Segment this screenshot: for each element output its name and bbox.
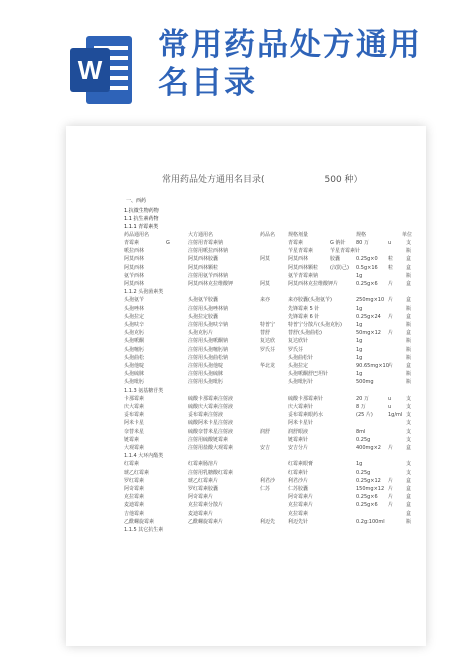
drug-unit: 瓶	[406, 322, 412, 328]
drug-unit: 盒	[406, 330, 412, 337]
drug-spec-note: 胶囊	[330, 256, 341, 263]
drug-spec: 0.25g×6	[356, 494, 378, 501]
drug-generic-name: 妥布霉素	[124, 412, 145, 419]
drug-product-name: 注射用氨苄西林钠	[188, 272, 229, 279]
drug-spec-name: 先锋霉素 5 针	[288, 305, 320, 312]
drug-generic-name: 克拉霉素	[124, 494, 145, 501]
drug-product-name: 注射用头孢硫脒	[188, 371, 224, 378]
drug-generic-name: 卡那霉素	[124, 395, 145, 402]
section-heading: 1.1.3 氨基糖苷类	[124, 387, 164, 394]
drug-spec: 0.25g×6	[356, 502, 378, 509]
column-header: 药品通用名	[124, 232, 150, 238]
drug-spec: 8ml	[356, 428, 366, 435]
drug-spec-unit: 片	[388, 297, 394, 304]
drug-generic-name: 阿奇霉素	[124, 486, 145, 492]
drug-brand: 阿莫	[260, 256, 271, 263]
drug-spec-name: 先锋霉素 6 针	[288, 313, 320, 320]
banner-title-line1: 常用药品处方通用	[158, 27, 422, 63]
drug-spec-name: 润舒眼液	[288, 428, 309, 435]
word-document-icon	[68, 32, 136, 108]
drug-product-name: 琥乙红霉素片	[188, 477, 219, 484]
drug-spec-unit: 片	[388, 281, 394, 287]
drug-spec-name: 氨苄青霉素钠	[288, 272, 319, 279]
svg-text:W: W	[77, 55, 103, 85]
drug-spec: 1g	[356, 354, 363, 361]
drug-product-name: 红霉素肠溶片	[188, 461, 219, 468]
drug-generic-name: 阿莫西林	[124, 264, 145, 271]
drug-unit: 盒	[406, 494, 412, 501]
drug-generic-name: 红霉素	[124, 461, 140, 468]
drug-unit: 盒	[406, 313, 412, 320]
drug-spec-unit: 片	[388, 445, 394, 451]
drug-spec-name: 硫酸卡那霉素针	[288, 395, 324, 402]
drug-product-name: 妥布霉素注射液	[188, 412, 224, 419]
drug-product-name: 注射用盐酸大观霉素	[188, 445, 234, 451]
drug-brand: 替舒	[260, 330, 271, 337]
drug-unit: 支	[406, 404, 412, 410]
document-title-count: 500 种）	[324, 175, 363, 185]
drug-spec-name: 红霉素针	[288, 469, 309, 476]
drug-product-name: 注射用头孢呋辛钠	[188, 322, 229, 328]
section-heading: 一、西药	[126, 198, 147, 204]
drug-spec: 1g	[356, 322, 363, 328]
drug-generic-name: 头孢哌酮	[124, 338, 145, 345]
drug-unit: 盒	[406, 256, 412, 263]
drug-product-name: 麦迪霉素片	[188, 510, 214, 517]
section-heading: 1.1.4 大环内酯类	[124, 453, 164, 460]
drug-product-name: 注射用头孢唑林钠	[188, 305, 229, 312]
drug-spec: (25 片)	[356, 412, 373, 419]
drug-spec: 1g	[356, 461, 363, 468]
drug-product-name: 注射用头孢曲松钠	[188, 354, 229, 361]
drug-spec: 0.25g×0	[356, 256, 378, 263]
drug-unit: 盒	[406, 477, 412, 484]
drug-unit: 盒	[406, 510, 412, 517]
drug-unit: 瓶	[406, 272, 412, 279]
drug-spec: 400mg×2	[356, 445, 381, 451]
drug-generic-name: 头孢曲松	[124, 354, 145, 361]
drug-spec: 250mg×10	[356, 297, 385, 304]
drug-spec: 1g	[356, 346, 363, 353]
section-heading: 1.1 抗生素药物	[124, 216, 159, 222]
drug-generic-name: 头孢克肟	[124, 330, 145, 337]
drug-unit: 盒	[406, 486, 412, 492]
column-header: 单位	[402, 232, 413, 238]
drug-spec-unit: 1g/ml	[388, 412, 403, 419]
drug-product-name: 头孢拉定胶囊	[188, 313, 219, 320]
drug-product-name: 注射用头孢哌酮钠	[188, 338, 229, 345]
drug-brand: 特普宁	[260, 322, 276, 328]
drug-product-name: 硫酸阿米卡星注射液	[188, 420, 234, 427]
drug-spec-unit: 片	[388, 486, 394, 492]
drug-spec-unit: 片	[388, 502, 394, 509]
drug-spec: 0.25g×12	[356, 477, 381, 484]
drug-spec: 1g	[356, 338, 363, 345]
drug-product-name: 阿奇霉素片	[188, 494, 214, 501]
drug-generic-name: 头孢吡肟	[124, 379, 145, 386]
drug-spec-unit: 粒	[388, 256, 394, 263]
drug-brand: 来亦	[260, 297, 271, 304]
drug-spec-name: 安吉分片	[288, 445, 309, 451]
drug-unit: 瓶	[406, 248, 412, 255]
drug-generic-name: 头孢硫脒	[124, 371, 145, 378]
drug-product-name: 注射用哌拉西林钠	[188, 248, 229, 255]
section-heading: 1.1.5 其它抗生素	[124, 527, 164, 533]
drug-product-name: 乙酰螺旋霉素片	[188, 518, 224, 525]
drug-product-name: 阿莫西林颗粒	[188, 264, 219, 271]
drug-generic-name: 阿莫西林	[124, 281, 145, 287]
drug-spec-unit: 片	[388, 494, 394, 501]
column-header: 规格剂量	[288, 232, 309, 238]
drug-generic-name: 奈替米星	[124, 428, 145, 435]
drug-brand: 利迈先	[260, 518, 276, 525]
drug-spec-name: 苄星青霉素	[288, 248, 314, 255]
drug-spec: 1g	[356, 272, 363, 279]
drug-brand: 仁苏	[260, 486, 271, 492]
drug-spec-unit: 粒	[388, 264, 394, 271]
drug-spec: 1g	[356, 305, 363, 312]
drug-spec-name: 阿莫西林颗粒	[288, 264, 319, 271]
drug-spec: 8 万	[356, 404, 366, 410]
drug-unit: 支	[406, 461, 412, 468]
drug-spec-name: 阿莫西林	[288, 256, 309, 263]
drug-spec: 1g	[356, 371, 363, 378]
drug-spec: 0.25g×6	[356, 281, 378, 287]
drug-spec-unit: u	[388, 240, 392, 246]
drug-spec: 500mg	[356, 379, 374, 386]
drug-generic-name: 乙酰螺旋霉素	[124, 518, 155, 525]
drug-spec: 20 万	[356, 395, 369, 402]
drug-brand: 润舒	[260, 428, 271, 435]
drug-generic-name: 氨苄西林	[124, 272, 145, 279]
drug-product-name: 头孢氨苄胶囊	[188, 297, 219, 304]
section-heading: 1.1.2 头孢菌素类	[124, 289, 164, 296]
drug-unit: 支	[406, 428, 412, 435]
drug-unit: 瓶	[406, 338, 412, 345]
drug-spec-name: 克拉霉素片	[288, 502, 314, 509]
drug-spec-name: 来亦胶囊(头孢氨苄)	[288, 297, 332, 304]
drug-spec-note: 苄星青霉素针	[330, 248, 361, 255]
drug-spec: 90.65mg×10	[356, 363, 389, 369]
drug-product-name: 硫酸奈替米星注射液	[188, 428, 234, 435]
drug-unit: 支	[406, 469, 412, 476]
drug-unit: 瓶	[406, 305, 412, 312]
drug-spec-note: (汉防己)	[330, 264, 349, 271]
drug-brand: 安吉	[260, 445, 271, 451]
drug-product-name: 注射用头孢他啶	[188, 363, 224, 369]
drug-product-name: 硫酸卡那霉素注射液	[188, 395, 234, 402]
drug-unit: 盒	[406, 502, 412, 509]
drug-spec-name: 头孢哌酮舒巴坦针	[288, 371, 329, 378]
drug-generic-name: 头孢他啶	[124, 363, 145, 369]
drug-generic-name: 吉他霉素	[124, 510, 145, 517]
drug-product-name: 硫酸庆大霉素注射液	[188, 404, 234, 410]
drug-brand: 利君沙	[260, 477, 276, 484]
drug-spec-name: 替舒(头孢曲松)	[288, 330, 322, 337]
drug-spec-name: 克拉霉素	[288, 510, 309, 517]
drug-spec: 0.25g×24	[356, 313, 381, 320]
drug-spec-name: 链霉素针	[288, 436, 309, 443]
banner	[0, 0, 474, 125]
drug-spec: 0.25g	[356, 436, 371, 443]
drug-spec-name: 庆大霉素针	[288, 404, 314, 410]
drug-product-name: 注射用头孢吡肟	[188, 379, 224, 386]
drug-unit: 盒	[406, 297, 412, 304]
drug-unit: 盒	[406, 281, 412, 287]
drug-unit: 瓶	[406, 371, 412, 378]
drug-spec: 0.2g:100ml	[356, 518, 385, 525]
drug-unit: 瓶	[406, 518, 412, 525]
document-title-text: 常用药品处方通用名目录(	[162, 175, 265, 185]
drug-brand: 罗氏芬	[260, 346, 276, 353]
drug-spec-name: 罗氏芬	[288, 346, 304, 353]
drug-spec: 50mg×12	[356, 330, 381, 337]
drug-brand: 阿莫	[260, 281, 271, 287]
column-header: 药品名	[260, 232, 276, 238]
drug-product-name: 阿莫西林克拉维酸钾	[188, 281, 234, 287]
drug-spec-unit: 片	[388, 313, 394, 320]
drug-generic-name: 头孢噻肟	[124, 346, 145, 353]
drug-generic-name: 头孢唑林	[124, 305, 145, 312]
drug-unit: 支	[406, 436, 412, 443]
column-header: 规格	[356, 232, 367, 238]
drug-generic-name: 头孢呋辛	[124, 322, 145, 328]
drug-generic-name: 麦迪霉素	[124, 502, 145, 509]
drug-unit: 瓶	[406, 354, 412, 361]
drug-spec-name: 妥布霉素眼药水	[288, 412, 324, 419]
drug-unit: 盒	[406, 264, 412, 271]
banner-title	[158, 26, 458, 102]
drug-generic-name: 阿莫西林	[124, 256, 145, 263]
section-heading: 1.1.1 青霉素类	[124, 224, 159, 230]
column-header: 大方通用名	[188, 232, 214, 238]
section-heading: 1.抗微生物药物	[124, 208, 159, 214]
drug-generic-name: 阿米卡星	[124, 420, 145, 427]
drug-spec-unit: 片	[388, 330, 394, 337]
drug-unit: 支	[406, 395, 412, 402]
drug-spec-name: 特普宁分散片(头孢克肟)	[288, 322, 342, 328]
drug-product-name: 罗红霉素胶囊	[188, 486, 219, 492]
drug-generic-name: 庆大霉素	[124, 404, 145, 410]
drug-unit: 瓶	[406, 379, 412, 386]
drug-spec-name: 青霉素	[288, 240, 304, 246]
drug-generic-name: 琥乙红霉素	[124, 469, 150, 476]
drug-spec-name: 阿莫西林克拉维酸钾片	[288, 281, 339, 287]
drug-unit: 盒	[406, 363, 412, 369]
drug-unit: 支	[406, 420, 412, 427]
drug-spec-name: 仁苏胶囊	[288, 486, 309, 492]
drug-product-name: 克拉霉素分散片	[188, 502, 224, 509]
drug-generic-name: 链霉素	[124, 436, 140, 443]
drug-spec: 0.25g	[356, 469, 371, 476]
drug-product-name: 头孢克肟片	[188, 330, 214, 337]
drug-spec: 0.5g×16	[356, 264, 378, 271]
drug-spec-name: 复达欣针	[288, 338, 309, 345]
drug-spec-note: G 钠针	[330, 240, 346, 246]
drug-brand: 华北龙	[260, 363, 276, 369]
drug-unit: 支	[406, 412, 412, 419]
drug-product-name: 注射用硫酸链霉素	[188, 436, 229, 443]
drug-spec-unit: u	[388, 404, 392, 410]
drug-spec-unit: 片	[388, 477, 394, 484]
drug-generic-name: 哌拉西林	[124, 248, 145, 255]
drug-generic-name: 头孢拉定	[124, 313, 145, 320]
drug-spec: 80 万	[356, 240, 369, 246]
drug-spec-name: 阿米卡星针	[288, 420, 314, 427]
drug-brand: 复达欣	[260, 338, 276, 345]
drug-unit: 瓶	[406, 346, 412, 353]
drug-spec-name: 红霉素眼膏	[288, 461, 314, 468]
drug-spec-name: 头孢拉定	[288, 363, 309, 369]
drug-product-name: 注射用头孢噻肟钠	[188, 346, 229, 353]
banner-title-line2: 名目录	[158, 65, 257, 101]
drug-spec-name: 头孢曲松针	[288, 354, 314, 361]
document-page	[66, 126, 426, 646]
drug-suffix: G	[166, 240, 170, 246]
drug-spec-unit: u	[388, 395, 392, 402]
document-title	[162, 172, 363, 185]
drug-unit: 支	[406, 240, 412, 246]
drug-product-name: 阿莫西林胶囊	[188, 256, 219, 263]
drug-spec-name: 利迈先针	[288, 518, 309, 525]
drug-spec-name: 利君沙片	[288, 477, 309, 484]
drug-generic-name: 大观霉素	[124, 445, 145, 451]
drug-product-name: 注射用乳糖酸红霉素	[188, 469, 234, 476]
drug-spec-name: 阿奇霉素片	[288, 494, 314, 501]
drug-spec-unit: 片	[388, 363, 394, 369]
drug-generic-name: 头孢氨苄	[124, 297, 145, 304]
drug-unit: 盒	[406, 445, 412, 451]
drug-generic-name: 罗红霉素	[124, 477, 145, 484]
drug-spec-name: 头孢吡肟针	[288, 379, 314, 386]
drug-generic-name: 青霉素	[124, 240, 140, 246]
drug-product-name: 注射用青霉素钠	[188, 240, 224, 246]
drug-spec: 150mg×12	[356, 486, 385, 492]
